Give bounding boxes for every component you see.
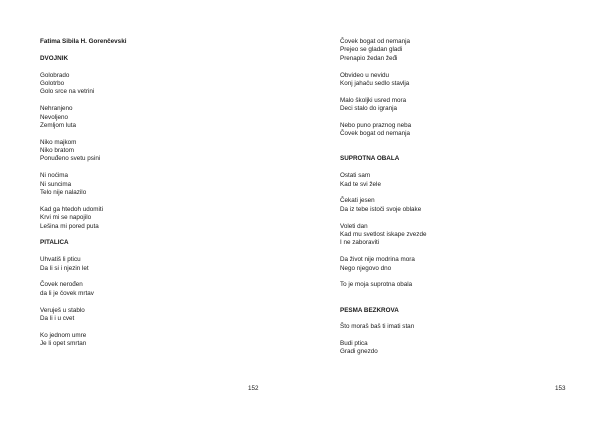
- stanza-gap: [340, 114, 426, 122]
- poem-line: Golo srce na vetrini: [40, 88, 95, 96]
- poem-line: Nehranjeno: [40, 105, 73, 113]
- poem-line: da li je čovek mrtav: [40, 289, 94, 297]
- poem-line: Čekati jesen: [340, 197, 375, 205]
- page-number-right: 153: [555, 385, 566, 392]
- poem-line: Prenapio žedan žeđi: [340, 54, 398, 62]
- poem-line: Kad ga htedoh udomiti: [40, 205, 104, 213]
- stanza-gap: [340, 214, 426, 222]
- stanza-gap: [340, 63, 426, 71]
- poem-line: Čovek bogat od nemanja: [340, 130, 411, 138]
- stanza-gap: [40, 63, 126, 71]
- poem-line: Malo školjki usred mora: [340, 96, 407, 104]
- poem-line: Konj jahaču sedlo stavlja: [340, 79, 410, 87]
- stanza-gap: [340, 88, 426, 96]
- stanza-gap: [340, 273, 426, 281]
- stanza-gap: [40, 298, 126, 306]
- poem-line: Je li opet smrtan: [40, 340, 87, 348]
- poem-line: Kad mu svetlost iskape zvezde: [340, 230, 427, 238]
- poem-line: Deci stalo do igranja: [340, 105, 398, 113]
- stanza-gap: [40, 97, 126, 105]
- poem-line: Čovek bogat od nemanja: [340, 38, 411, 45]
- poem-line: Lešina mi pored puta: [40, 222, 99, 230]
- poem-line: Da iz tebe istoči svoje oblake: [340, 205, 422, 213]
- right-page: [300, 0, 600, 423]
- poem-heading: PESMA BEZKROVA: [340, 306, 399, 314]
- poem-line: Da li si i njezin let: [40, 264, 89, 272]
- poem-line: Veruješ u stablo: [40, 306, 85, 314]
- right-poem-column: [340, 38, 426, 357]
- poem-heading: DVOJNIK: [40, 54, 68, 62]
- poem-line: Krvi mi se napojilo: [40, 214, 92, 222]
- stanza-gap: [340, 290, 426, 298]
- left-poem-column: [40, 38, 126, 348]
- poem-heading: PITALICA: [40, 239, 69, 247]
- poem-line: Da li i u cvet: [40, 314, 75, 322]
- stanza-gap: [40, 248, 126, 256]
- poem-line: Ostati sam: [340, 172, 371, 180]
- poem-line: Što moraš baš ti imati stan: [340, 323, 415, 331]
- stanza-gap: [40, 197, 126, 205]
- poem-line: Zemljom luta: [40, 121, 77, 129]
- poem-line: Budi ptica: [340, 340, 368, 348]
- stanza-gap: [40, 323, 126, 331]
- stanza-gap: [40, 46, 126, 54]
- stanza-gap: [340, 139, 426, 147]
- stanza-gap: [340, 164, 426, 172]
- stanza-gap: [40, 231, 126, 239]
- poem-line: Voleti dan: [340, 222, 368, 230]
- poem-line: Golotrbo: [40, 79, 65, 87]
- page-number-left: 152: [248, 385, 259, 392]
- poem-line: Prejeo se gladan gladi: [340, 46, 403, 54]
- poem-line: Ni noćima: [40, 172, 68, 180]
- poem-heading: Fatima Sibila H. Gorenčevski: [40, 38, 127, 45]
- stanza-gap: [340, 332, 426, 340]
- poem-line: I ne zaboraviti: [340, 239, 380, 247]
- poem-line: Niko bratom: [40, 147, 74, 155]
- poem-line: Kad te svi žele: [340, 180, 381, 188]
- stanza-gap: [40, 164, 126, 172]
- poem-line: Telo nije nalazilo: [40, 189, 87, 197]
- stanza-gap: [340, 298, 426, 306]
- poem-line: Golobrado: [40, 71, 70, 79]
- poem-line: Gradi gnezdo: [340, 348, 378, 356]
- poem-line: Čovek nerođen: [40, 281, 83, 289]
- poem-line: Nebo puno praznog neba: [340, 121, 412, 129]
- poem-line: Uhvatiš li pticu: [40, 256, 81, 264]
- poem-line: Da život nije modrina mora: [340, 256, 415, 264]
- poem-line: Nevoljeno: [40, 113, 69, 121]
- poem-line: Ponuđeno svetu psini: [40, 155, 101, 163]
- poem-line: Niko majkom: [40, 138, 77, 146]
- poem-line: Ni suncima: [40, 180, 72, 188]
- stanza-gap: [40, 130, 126, 138]
- poem-heading: SUPROTNA OBALA: [340, 155, 400, 163]
- poem-line: To je moja suprotna obala: [340, 281, 413, 289]
- stanza-gap: [340, 147, 426, 155]
- stanza-gap: [340, 248, 426, 256]
- poem-line: Ko jednom umre: [40, 331, 87, 339]
- poem-line: Obvideo u nevidu: [340, 71, 390, 79]
- poem-line: Nego njegovo dno: [340, 264, 392, 272]
